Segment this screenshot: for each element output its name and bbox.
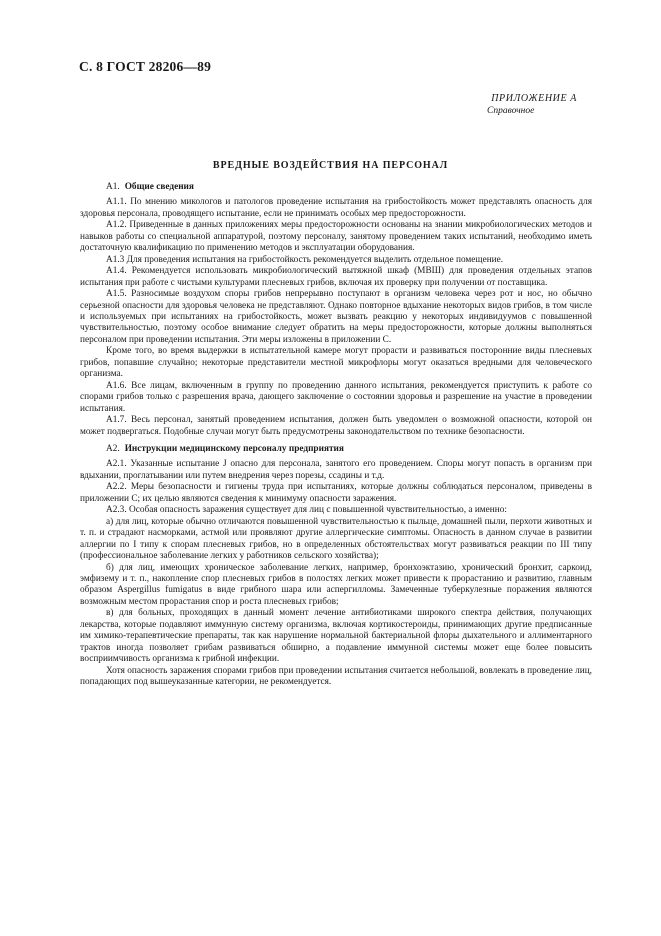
paragraph: А1.4. Рекомендуется использовать микробиологический вытяжной шкаф (МВШ) для проведения отдельных этапов испытания при работе с чистыми культурами плесневых грибов, включая их проверку при получении от поставщика. xyxy=(80,266,592,288)
document-body xyxy=(80,182,592,688)
paragraph: б) для лиц, имеющих хроническое заболевание легких, например, бронхоэктазию, хронический бронхит, саркоид, эмфизему и т. п., накопление спор плесневых грибов в полостях легких может привести к прорастанию и развитию, главным образом Aspergillus fumigatus в виде грибного шара или аспергилломы. Замеченные туберкулезные поражения являются возможным местом прорастания спор и роста плесневых грибов; xyxy=(80,562,592,607)
paragraph: Хотя опасность заражения спорами грибов при проведении испытания считается небольшой, вовлекать в проведение лиц, попадающих под вышеуказанные категории, не рекомендуется. xyxy=(80,665,592,688)
paragraph: а) для лиц, которые обычно отличаются повышенной чувствительностью к пыльце, домашней пыли, перхоти животных и т. п. и страдают насморками, астмой или проявляют другие аллергические симптомы. Опасность в данном случае в развитии аллергии по I типу к спорам плесневых грибов, но в определенных обстоятельствах могут развиваться реакции по III типу (профессиональное заболевание легких у работников сельского хозяйства); xyxy=(80,516,592,562)
paragraph: А1.1. По мнению микологов и патологов проведение испытания на грибостойкость может представлять опасность для здоровья персонала, проводящего испытание, если не принимать особых мер предосторожности. xyxy=(80,197,592,219)
document-title: ВРЕДНЫЕ ВОЗДЕЙСТВИЯ НА ПЕРСОНАЛ xyxy=(212,160,449,171)
paragraph: А1.7. Весь персонал, занятый проведением испытания, должен быть уведомлен о возможной опасности, которой он может подвергаться. Подобные случаи могут быть предусмотрены законодательством по технике безопасности. xyxy=(80,415,592,437)
section-title: Инструкции медицинскому персоналу предприятия xyxy=(124,443,344,454)
section-title: Общие сведения xyxy=(124,182,194,192)
paragraph: А1.5. Разносимые воздухом споры грибов непрерывно поступают в организм человека через рот и нос, но обычно серьезной опасности для здоровья человека не представляют. Однако повторное вдыхание некоторых видов грибов, в том числе и используемых при испытаниях на грибостойкость, может вызвать реакцию у некоторых индивидуумов с повышенной чувствительностью, поэтому особое внимание следует обратить на меры предосторожности, которые должны выполняться персоналом при проведении испытания. Эти меры изложены в приложении С. xyxy=(80,289,592,345)
page-header: С. 8 ГОСТ 28206—89 xyxy=(79,59,212,74)
paragraph: А1.6. Все лицам, включенным в группу по проведению данного испытания, рекомендуется приступить к работе со спорами грибов только с разрешения врача, дающего заключение о состоянии здоровья и разрешение на участие в проведении испытания. xyxy=(80,380,592,414)
appendix-kind: Справочное xyxy=(487,106,535,116)
section-number: А1. xyxy=(106,182,120,192)
paragraph: в) для больных, проходящих в данный момент лечение антибиотиками широкого спектра действия, получающих лекарства, которые подавляют иммунную систему организма, включая кортикостероиды, принимающих другие предписанные им химико-терапевтические препараты, так как нарушение нормальной бактериальной флоры дыхательного и аллиментарного трактов иногда позволяет грибам развиваться обширно, а подавление иммунной системы может еще более повысить восприимчивость организма к грибной инфекции. xyxy=(80,608,592,665)
paragraph: А1.2. Приведенные в данных приложениях меры предосторожности основаны на знании микробиологических методов и навыков работы со специальной аппаратурой, поэтому персоналу, занятому проведением таких испытаний, необходимо иметь достаточную квалификацию по применению методов и эксплуатации оборудования. xyxy=(80,220,592,254)
section-heading-1 xyxy=(80,182,592,193)
paragraph: А2.3. Особая опасность заражения существует для лиц с повышенной чувствительностью, а именно: xyxy=(106,505,507,516)
section-heading-2 xyxy=(80,444,592,455)
appendix-label-block xyxy=(467,93,577,116)
paragraph: А2.1. Указанные испытание J опасно для персонала, занятого его проведением. Споры могут попасть в организм при вдыхании, проглатывании или путем внедрения через порезы, ссадины и т.д. xyxy=(80,459,592,481)
paragraph: А1.3 Для проведения испытания на грибостойкость рекомендуется выделить отдельное помещение. xyxy=(106,254,504,265)
section-number: А2. xyxy=(106,443,120,454)
paragraph: А2.2. Меры безопасности и гигиены труда при испытаниях, которые должны соблюдаться персоналом, приведены в приложении С; их целью являются сведения к минимуму опасности заражения. xyxy=(80,482,592,504)
appendix-label: ПРИЛОЖЕНИЕ А xyxy=(491,93,577,104)
paragraph: Кроме того, во время выдержки в испытательной камере могут прорасти и развиваться посторонние виды плесневых грибов, попавшие случайно; некоторые представители местной микрофлоры могут оказаться вредными для человеческого организма. xyxy=(80,346,592,380)
